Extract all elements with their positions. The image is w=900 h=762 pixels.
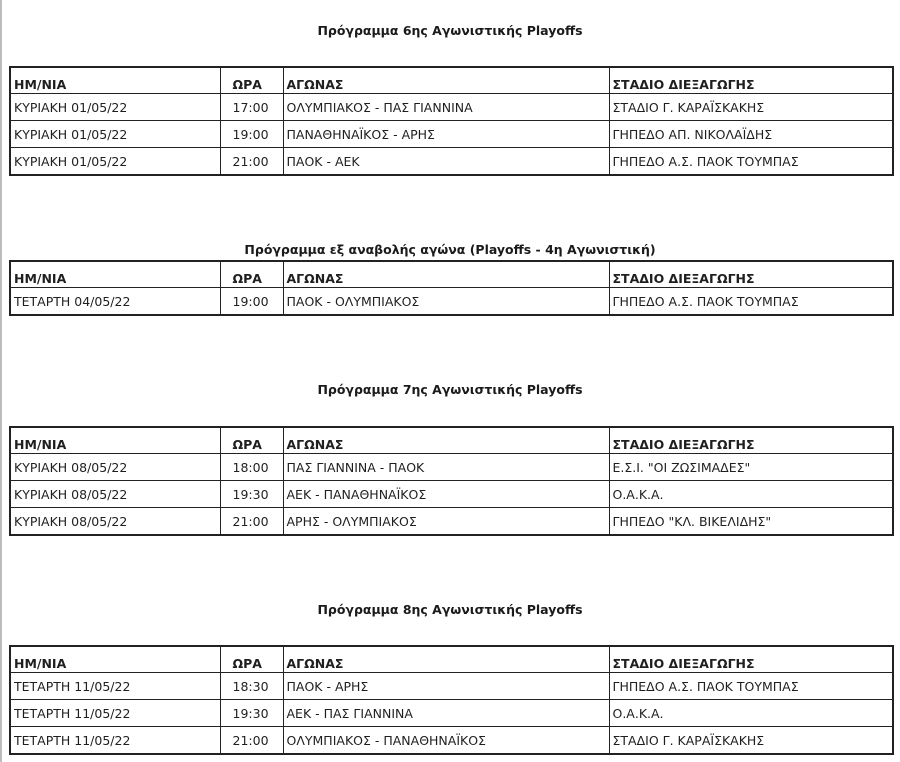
cell-date: ΤΕΤΑΡΤΗ 11/05/22 — [10, 673, 220, 700]
cell-match: ΠΑΣ ΓΙΑΝΝΙΝΑ - ΠΑΟΚ — [283, 454, 609, 481]
cell-venue: Ε.Σ.Ι. "ΟΙ ΖΩΣΙΜΑΔΕΣ" — [609, 454, 893, 481]
cell-date: ΚΥΡΙΑΚΗ 08/05/22 — [10, 508, 220, 536]
section-title-round-8: Πρόγραμμα 8ης Αγωνιστικής Playoffs — [317, 602, 583, 617]
cell-venue: ΓΗΠΕΔΟ Α.Σ. ΠΑΟΚ ΤΟΥΜΠΑΣ — [609, 288, 893, 316]
table-row — [10, 288, 893, 316]
cell-date: ΚΥΡΙΑΚΗ 01/05/22 — [10, 94, 220, 121]
cell-match: ΠΑΟΚ - ΑΕΚ — [283, 148, 609, 176]
table-row — [10, 94, 893, 121]
header-date: ΗΜ/ΝΙΑ — [10, 427, 220, 454]
schedule-table-round-7 — [9, 426, 894, 536]
cell-date: ΤΕΤΑΡΤΗ 04/05/22 — [10, 288, 220, 316]
cell-match: ΠΑΝΑΘΗΝΑΪΚΟΣ - ΑΡΗΣ — [283, 121, 609, 148]
header-match: ΑΓΩΝΑΣ — [283, 646, 609, 673]
cell-date: ΚΥΡΙΑΚΗ 01/05/22 — [10, 121, 220, 148]
header-venue: ΣΤΑΔΙΟ ΔΙΕΞΑΓΩΓΗΣ — [609, 67, 893, 94]
cell-match: ΑΡΗΣ - ΟΛΥΜΠΙΑΚΟΣ — [283, 508, 609, 536]
section-title-round-7: Πρόγραμμα 7ης Αγωνιστικής Playoffs — [317, 382, 583, 397]
cell-date: ΤΕΤΑΡΤΗ 11/05/22 — [10, 727, 220, 755]
header-venue: ΣΤΑΔΙΟ ΔΙΕΞΑΓΩΓΗΣ — [609, 427, 893, 454]
table-header-row — [10, 67, 893, 94]
header-time: ΩΡΑ — [220, 427, 283, 454]
section-title-round-6: Πρόγραμμα 6ης Αγωνιστικής Playoffs — [317, 23, 583, 38]
cell-time: 21:00 — [220, 148, 283, 176]
cell-venue: ΣΤΑΔΙΟ Γ. ΚΑΡΑΪΣΚΑΚΗΣ — [609, 94, 893, 121]
cell-match: ΟΛΥΜΠΙΑΚΟΣ - ΠΑΣ ΓΙΑΝΝΙΝΑ — [283, 94, 609, 121]
cell-match: ΠΑΟΚ - ΟΛΥΜΠΙΑΚΟΣ — [283, 288, 609, 316]
cell-time: 18:00 — [220, 454, 283, 481]
cell-venue: Ο.Α.Κ.Α. — [609, 700, 893, 727]
cell-venue: ΓΗΠΕΔΟ Α.Σ. ΠΑΟΚ ΤΟΥΜΠΑΣ — [609, 148, 893, 176]
cell-time: 19:00 — [220, 288, 283, 316]
header-date: ΗΜ/ΝΙΑ — [10, 261, 220, 288]
cell-venue: ΓΗΠΕΔΟ Α.Σ. ΠΑΟΚ ΤΟΥΜΠΑΣ — [609, 673, 893, 700]
cell-time: 21:00 — [220, 508, 283, 536]
cell-date: ΚΥΡΙΑΚΗ 01/05/22 — [10, 148, 220, 176]
cell-venue: Ο.Α.Κ.Α. — [609, 481, 893, 508]
table-row — [10, 673, 893, 700]
table-row — [10, 454, 893, 481]
schedule-table-round-8 — [9, 645, 894, 755]
header-venue: ΣΤΑΔΙΟ ΔΙΕΞΑΓΩΓΗΣ — [609, 261, 893, 288]
cell-time: 19:00 — [220, 121, 283, 148]
table-header-row — [10, 427, 893, 454]
cell-time: 17:00 — [220, 94, 283, 121]
cell-date: ΤΕΤΑΡΤΗ 11/05/22 — [10, 700, 220, 727]
header-time: ΩΡΑ — [220, 261, 283, 288]
cell-date: ΚΥΡΙΑΚΗ 08/05/22 — [10, 454, 220, 481]
page-edge — [0, 0, 2, 762]
table-row — [10, 481, 893, 508]
cell-venue: ΓΗΠΕΔΟ "ΚΛ. ΒΙΚΕΛΙΔΗΣ" — [609, 508, 893, 536]
section-title-postponed: Πρόγραμμα εξ αναβολής αγώνα (Playoffs - 4η Αγωνιστική) — [244, 242, 656, 257]
table-header-row — [10, 646, 893, 673]
table-row — [10, 727, 893, 755]
header-match: ΑΓΩΝΑΣ — [283, 67, 609, 94]
table-row — [10, 148, 893, 176]
header-date: ΗΜ/ΝΙΑ — [10, 67, 220, 94]
table-row — [10, 508, 893, 536]
schedule-table-round-6 — [9, 66, 894, 176]
cell-match: ΑΕΚ - ΠΑΣ ΓΙΑΝΝΙΝΑ — [283, 700, 609, 727]
cell-match: ΑΕΚ - ΠΑΝΑΘΗΝΑΪΚΟΣ — [283, 481, 609, 508]
cell-time: 21:00 — [220, 727, 283, 755]
cell-time: 19:30 — [220, 481, 283, 508]
header-match: ΑΓΩΝΑΣ — [283, 261, 609, 288]
header-date: ΗΜ/ΝΙΑ — [10, 646, 220, 673]
table-header-row — [10, 261, 893, 288]
cell-venue: ΣΤΑΔΙΟ Γ. ΚΑΡΑΪΣΚΑΚΗΣ — [609, 727, 893, 755]
header-venue: ΣΤΑΔΙΟ ΔΙΕΞΑΓΩΓΗΣ — [609, 646, 893, 673]
cell-time: 18:30 — [220, 673, 283, 700]
table-row — [10, 700, 893, 727]
cell-venue: ΓΗΠΕΔΟ ΑΠ. ΝΙΚΟΛΑΪΔΗΣ — [609, 121, 893, 148]
cell-match: ΠΑΟΚ - ΑΡΗΣ — [283, 673, 609, 700]
cell-date: ΚΥΡΙΑΚΗ 08/05/22 — [10, 481, 220, 508]
header-match: ΑΓΩΝΑΣ — [283, 427, 609, 454]
header-time: ΩΡΑ — [220, 67, 283, 94]
table-row — [10, 121, 893, 148]
header-time: ΩΡΑ — [220, 646, 283, 673]
cell-time: 19:30 — [220, 700, 283, 727]
schedule-table-postponed — [9, 260, 894, 316]
cell-match: ΟΛΥΜΠΙΑΚΟΣ - ΠΑΝΑΘΗΝΑΪΚΟΣ — [283, 727, 609, 755]
